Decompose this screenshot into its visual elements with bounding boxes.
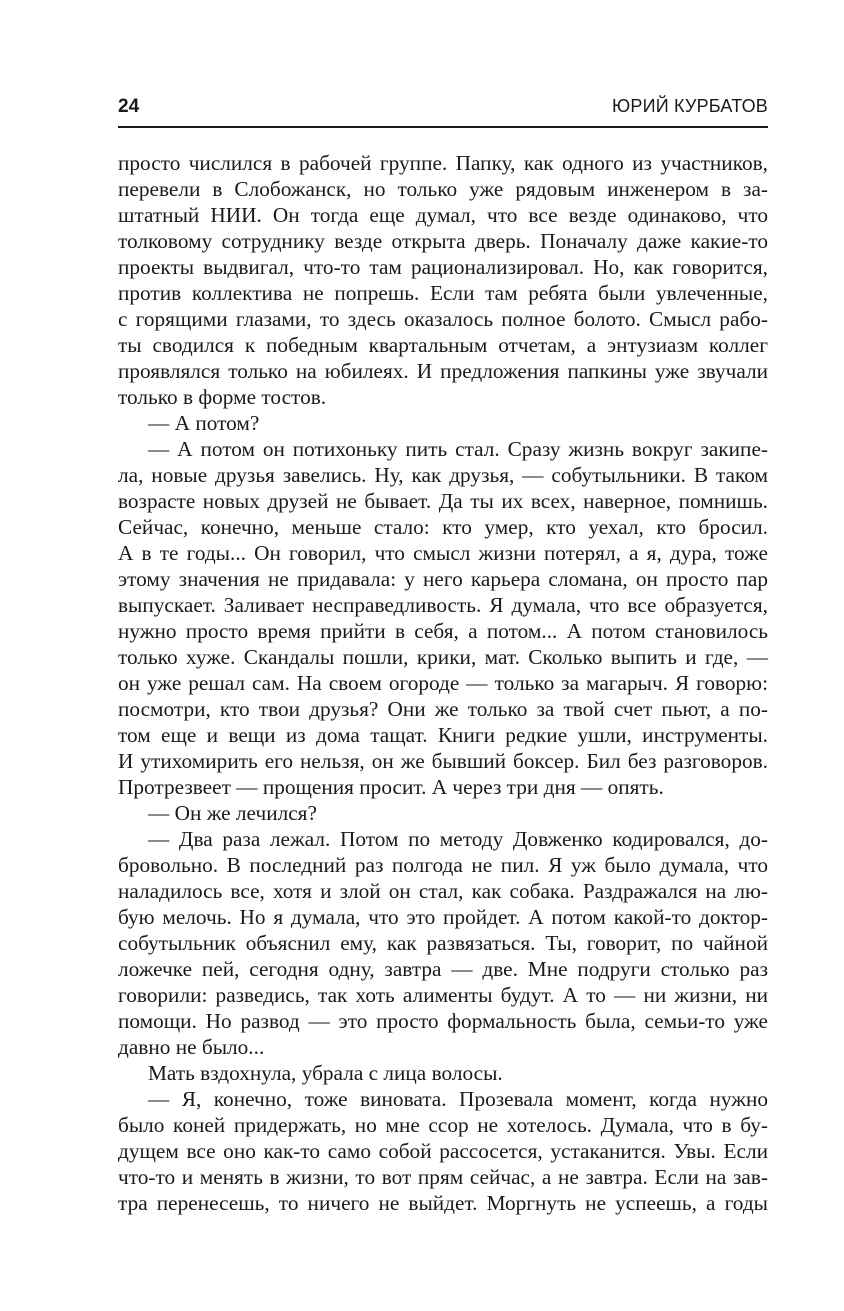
text-line: А в те годы... Он говорил, что смысл жизни потерял, а я, дура, тоже: [118, 541, 768, 565]
header-rule: [118, 126, 768, 128]
text-line: с горящими глазами, то здесь оказалось полное болото. Смысл рабо-: [118, 307, 768, 331]
running-head-author: ЮРИЙ КУРБАТОВ: [611, 96, 768, 116]
text-line: — Он же лечился?: [148, 801, 317, 825]
page-header: [118, 96, 768, 124]
text-line: только хуже. Скандалы пошли, крики, мат. Сколько выпить и где, —: [118, 645, 768, 669]
text-line: бую мелочь. Но я думала, что это пройдет. А потом какой-то доктор-: [118, 905, 768, 929]
text-line: посмотри, кто твои друзья? Они же только за твой счет пьют, а по-: [118, 697, 768, 721]
text-line: говорили: разведись, так хоть алименты будут. А то — ни жизни, ни: [118, 983, 768, 1007]
text-line: штатный НИИ. Он тогда еще думал, что все везде одинаково, что: [118, 203, 768, 227]
text-line: собутыльник объяснил ему, как развязаться. Ты, говорит, по чайной: [118, 931, 768, 955]
text-line: этому значения не придавала: у него карьера сломана, он просто пар: [118, 567, 768, 591]
text-line: том еще и вещи из дома тащат. Книги редкие ушли, инструменты.: [118, 723, 768, 747]
text-line: давно не было...: [118, 1035, 265, 1059]
page-number: 24: [118, 96, 140, 117]
text-line: нужно просто время прийти в себя, а потом... А потом становилось: [118, 619, 768, 643]
text-line: Сейчас, конечно, меньше стало: кто умер, кто уехал, кто бросил.: [118, 515, 768, 539]
text-line: проявлялся только на юбилеях. И предложения папкины уже звучали: [118, 359, 768, 383]
text-line: было коней придержать, но мне ссор не хотелось. Думала, что в бу-: [118, 1113, 768, 1137]
text-line: Протрезвеет — прощения просит. А через три дня — опять.: [118, 775, 664, 799]
text-line: ла, новые друзья завелись. Ну, как друзья, — собутыльники. В таком: [118, 463, 768, 487]
text-line: тра перенесешь, то ничего не выйдет. Моргнуть не успеешь, а годы: [118, 1191, 768, 1215]
text-line: что-то и менять в жизни, то вот прям сейчас, а не завтра. Если на зав-: [118, 1165, 768, 1189]
text-line: — Два раза лежал. Потом по методу Довженко кодировался, до-: [148, 827, 768, 851]
text-line: — А потом он потихоньку пить стал. Сразу жизнь вокруг закипе-: [148, 437, 768, 461]
text-line: выпускает. Заливает несправедливость. Я думала, что все образуется,: [118, 593, 768, 617]
text-line: ты сводился к победным квартальным отчетам, а энтузиазм коллег: [118, 333, 768, 357]
text-line: дущем все оно как-то само собой рассосется, устаканится. Увы. Если: [118, 1139, 768, 1163]
text-line: ложечке пей, сегодня одну, завтра — две. Мне подруги столько раз: [118, 957, 768, 981]
text-line: перевели в Слобожанск, но только уже рядовым инженером в за-: [118, 177, 768, 201]
text-line: бровольно. В последний раз полгода не пил. Я уж было думала, что: [118, 853, 768, 877]
text-line: И утихомирить его нельзя, он же бывший боксер. Бил без разговоров.: [118, 749, 768, 773]
text-line: — А потом?: [148, 411, 260, 435]
text-line: против коллектива не попрешь. Если там ребята были увлеченные,: [118, 281, 768, 305]
text-line: только в форме тостов.: [118, 385, 327, 409]
text-line: — Я, конечно, тоже виновата. Прозевала момент, когда нужно: [148, 1087, 768, 1111]
text-line: Мать вздохнула, убрала с лица волосы.: [148, 1061, 503, 1085]
text-line: наладилось все, хотя и злой он стал, как собака. Раздражался на лю-: [118, 879, 768, 903]
text-line: возрасте новых друзей не бывает. Да ты их всех, наверное, помнишь.: [118, 489, 768, 513]
text-line: он уже решал сам. На своем огороде — только за магарыч. Я говорю:: [118, 671, 768, 695]
text-line: проекты выдвигал, что-то там рационализировал. Но, как говорится,: [118, 255, 768, 279]
text-line: просто числился в рабочей группе. Папку, как одного из участников,: [118, 151, 768, 175]
body-text: [118, 150, 768, 1216]
text-line: помощи. Но развод — это просто формальность была, семьи-то уже: [118, 1009, 768, 1033]
text-line: толковому сотруднику везде открыта дверь. Поначалу даже какие-то: [118, 229, 768, 253]
